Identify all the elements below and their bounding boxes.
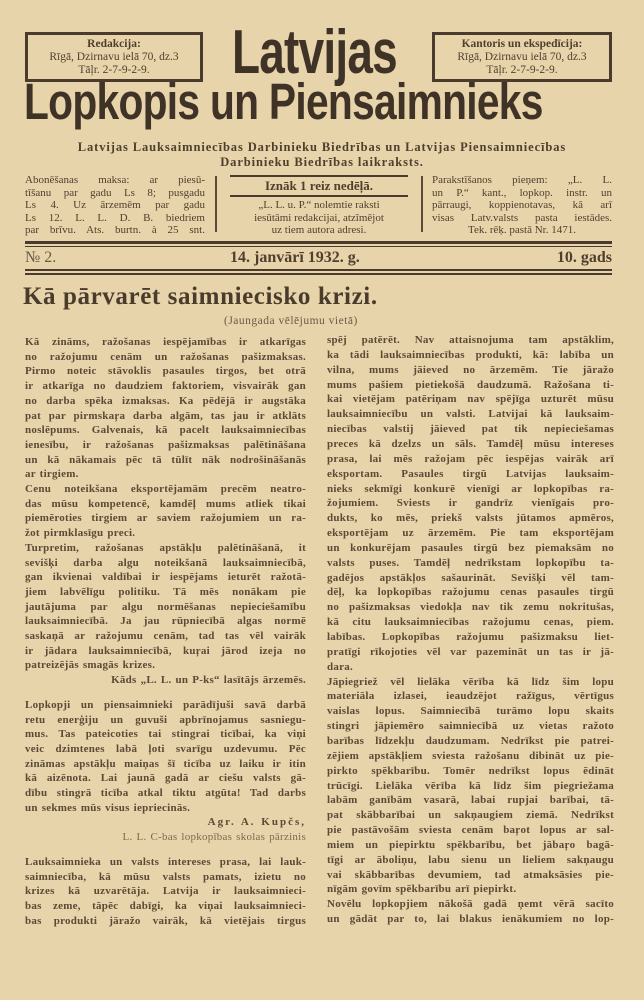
paragraph-line: un sekmes mūs visus iepriecinās. (25, 801, 191, 814)
frequency-notice: Iznāk 1 reiz nedēļā. (264, 178, 374, 193)
paragraph-line: Kā zināms, ražošanas iespējamības ir atkarīgas (25, 336, 306, 348)
paragraph-line: niecības valstij jāieved pat tik nepieciešamas (327, 423, 614, 436)
paragraph-line: bas zeme, tāpēc dabīgi, ka viņai lauksaimnieci- (25, 899, 306, 912)
submission-line: „L. L. u. P.“ nolemtie raksti (258, 199, 380, 211)
signature-line: Kāds „L. L. un P-ks“ lasītājs ārzemēs. (111, 674, 306, 687)
paragraph-line: materiāla izlasei, ieaudzējot ražīgus, vērtīgus (327, 690, 614, 703)
paragraph-line: preces kā dzelzs un sāls. Tamdēļ mūsu intereses (327, 437, 614, 450)
editorial-address: Rīgā, Dzirnavu ielā 70, dz.3 (49, 51, 179, 63)
paragraph-line: un konkurējam pasaules tirgū bez piemaksām no (327, 541, 614, 554)
paragraph-line: kā citu lauksaimniecības ražojumu cenas, piem. (327, 616, 614, 629)
paragraph-line: jiem labvēlīgu politiku. Tā mēs nonākam pie (25, 585, 306, 598)
divider (421, 176, 423, 232)
paragraph-line: saimniecība, kā mūsu valsts pamats, izietu no (25, 870, 306, 883)
paragraph-line: un kā nākamais pēc tā tūlīt nāk nodrošināšanās (25, 453, 306, 466)
paragraph-line: veic dzimtenes labā ļoti svarīgu uzdevumu. Pēc (25, 742, 306, 755)
subscription-line: Abonēšanas maksa: ar piesū- (25, 174, 205, 186)
masthead-subtitle-line2: Darbinieku Biedrības laikraksts. (220, 155, 424, 169)
paragraph-line: retu enerģiju un guvuši apbrīnojamus sasniegu- (25, 713, 306, 726)
paragraph-line: zināmas apstākļu maiņas šī ticība uz laiku ir itin (25, 757, 306, 770)
subscriptions-line: visas Latv.valsts pasta iestādes. (432, 211, 612, 224)
divider (215, 176, 217, 232)
double-rule (25, 241, 612, 244)
submission-line: iesūtāmi redakcijai, atzīmējot (254, 211, 384, 224)
paragraph-line: žojumiem. Sviests ir gandrīz vienīgais pro- (327, 497, 614, 510)
paragraph-line: ir atkarīga no daudziem faktoriem, visvairāk gan (25, 380, 306, 393)
paragraph-line: miem un piepirktu spēkbarību, bet jābaŗo bagā- (327, 838, 614, 851)
issue-number: № 2. (25, 249, 57, 266)
masthead-subtitle-line1: Latvijas Lauksaimniecības Darbinieku Biedrības un Latvijas Piensaimniecības (77, 140, 567, 154)
paragraph-line: stingri jāpiemēro saimniecībā uz vietas ražoto (327, 720, 614, 733)
paragraph-line: piemēroties tirgiem ar saviem ražojumiem un ra- (25, 512, 306, 525)
paragraph-line: jautājuma par algu normēšanas nepieciešamību (25, 600, 306, 613)
paragraph-line: ar tirgiem. (25, 468, 79, 481)
paragraph-line: vai skābbarības devumiem, tad atmaksāsies pie- (327, 868, 614, 881)
divider (230, 175, 408, 177)
subscriptions-line: Parakstīšanos pieņem: „L. L. (432, 174, 612, 186)
paragraph-line: pie pastāvošām sviesta cenām baŗot lopus ar sal- (327, 824, 614, 837)
article-title: Kā pārvarēt saimniecisko krizi. (23, 283, 378, 310)
paragraph-line: barības līdzekļu daudzumam. Nedrīkst pie patrei- (327, 734, 614, 747)
paragraph-line: zējiem apstākļiem sviesta ražošanu dibināt uz pie- (327, 749, 614, 762)
paragraph-line: labām ganībām vasarā, labai rupjai barībai, tā- (327, 794, 614, 807)
paragraph-line: Jāpiegriež vēl lielāka vērība kā līdz šim lopu (327, 675, 614, 688)
office-address: Rīgā, Dzirnavu ielā 70, dz.3 (457, 51, 587, 63)
paragraph-line: no darba spēka izmaksas. Ka pēdējā ir augstāka (25, 394, 306, 407)
paragraph-line: prasa, lai mēs ražojam pēc iespējas vairāk arī (327, 452, 614, 465)
paragraph-line: eksportējam uz ārzemēm. Pie tam eksportējam (327, 527, 614, 540)
paragraph-line: eksportam. Pasaules tirgū Latvijas lauksaim- (327, 467, 614, 480)
editorial-phone: Tāļr. 2-7-9-2-9. (78, 64, 150, 76)
subscriptions-line: pārraugi, koppienotavas, kā arī (432, 199, 612, 212)
double-rule (25, 269, 612, 271)
editorial-heading: Redakcija: (87, 38, 141, 50)
paragraph-line: Lopkopji un piensaimnieki parādījuši savā darbā (25, 698, 306, 711)
paragraph-line: patreizējās smagās krizes. (25, 659, 156, 672)
subscription-line: tīšanu par gadu Ls 8; pusgadu (25, 186, 205, 199)
paragraph-line: valsts puses. Tamdēļ nedrīkstam lopkopību ta- (327, 556, 614, 569)
double-rule (25, 246, 612, 247)
paragraph-line: nieks sekmīgi konkurē vienīgi ar lopkopības ra- (327, 482, 614, 495)
paragraph-line: spēj patērēt. Nav attaisnojuma tam apstāklim, (327, 334, 614, 346)
paragraph-line: tīgi ar āboliņu, labu sienu un lieliem sakņaugu (327, 853, 614, 866)
paragraph-line: un gādāt par to, lai blakus ienākumiem no lop- (327, 913, 614, 926)
paragraph-line: vaislas lopus. Saimniecībā turāmo lopu skaits (327, 705, 614, 718)
paragraph-line: gadējos apstākļos sašaurināt. Sevišķi vēl tam- (327, 571, 614, 584)
author-line: L. L. C-bas lopkopības skolas pārzinis (122, 831, 306, 844)
article-subtitle: (Jaungada vēlējumu vietā) (224, 315, 358, 327)
paragraph-line: dēļ, ka lopkopības ražojumu cenas pasaules tirgū (327, 586, 614, 599)
subscription-line: par brīvu. Ats. burtn. à 25 snt. (25, 224, 205, 237)
paragraph-line: vilna, mums jāieved no ārzemēm. Tie jāražo (327, 363, 614, 376)
issue-date: 14. janvārī 1932. g. (230, 249, 360, 266)
paragraph-line: mus. Tas pateicoties tai stingrai ticībai, ka viņi (25, 728, 306, 741)
paragraph-line: lauksaimniecībā. Ja jau rūpniecībā algas normē (25, 615, 306, 628)
paragraph-line: bas produkti jāražo vairāk, kā vietējais tirgus (25, 914, 306, 927)
paragraph-line: saskaņā ar ražojumu cenām, tad tas vēl vairāk (25, 630, 306, 642)
issue-year: 10. gads (556, 249, 612, 266)
paragraph-line: pratīgi rīkojoties vēl var pazemināt un tas ir jā- (327, 645, 614, 658)
subscriptions-line: Tek. rēķ. pastā Nr. 1471. (468, 224, 576, 237)
office-heading: Kantoris un ekspedīcija: (461, 38, 583, 50)
double-rule (25, 273, 612, 275)
paragraph-line: labības. Lopkopības ražojumu pašizmaksu liet- (327, 631, 614, 643)
paragraph-line: ienesību, ir ražošanas pašizmaksas palētināšana (25, 438, 306, 451)
subscriptions-line: un P.“ kant., lopkop. instr. un (432, 186, 612, 199)
paragraph-line: dukts, ko mēs, priekš valsts jūtamos apmēros, (327, 512, 614, 525)
paragraph-line: ka tādi lauksaimniecības produkti, kā: labība un (327, 348, 614, 361)
subscription-line: Ls 4. Uz ārzemēm par gadu (25, 199, 205, 212)
paragraph-line: sevišķi darba algu noteikšanā lauksaimniecībā, (25, 556, 306, 569)
divider (230, 195, 408, 197)
paragraph-line: ir jādara lauksaimniecībā, kuŗai jārod izeja no (25, 644, 306, 657)
paragraph-line: das mūsu kompetencē, kamdēļ mums atliek tikai (25, 497, 306, 510)
paragraph-line: no pašizmaksas viedokļa nav tik zemu nokritušas, (327, 601, 614, 614)
subscription-info (25, 174, 205, 237)
paragraph-line: Turpretim, ražošanas apstākļu palētināšanā, it (25, 541, 306, 554)
masthead-title-line1: Latvijas (232, 18, 397, 87)
paragraph-line: pirkto spēkbarību. Tomēr nedrīkst lopus ēdināt (327, 764, 614, 777)
paragraph-line: Novēlu lopkopjiem nākošā gadā ņemt vērā sacīto (327, 898, 614, 911)
paragraph-line: kai vietējam patēriņam nav spējīga uzturēt mūsu (327, 393, 614, 406)
paragraph-line: Cenu noteikšana eksportējamām precēm neatro- (25, 483, 306, 495)
subscription-line: Ls 12. L. L. D. B. biedriem (25, 211, 205, 224)
author-line: Agr. A. Kupčs, (207, 816, 306, 829)
office-phone: Tāļr. 2-7-9-2-9. (486, 64, 558, 76)
masthead-title-line2: Lopkopis un Piensaimnieks (24, 73, 543, 131)
paragraph-line: gan ikvienai valdībai ir iespējams ieturēt ražotā- (25, 571, 306, 584)
paragraph-line: pat par pirmskaŗa darba algām, tas jau ir atklāts (25, 409, 306, 422)
paragraph-line: trūcīgi. Lielāka vērība kā līdz šim piegriežama (327, 779, 614, 792)
paragraph-line: žot pirmklasīgu preci. (25, 527, 136, 540)
subscriptions-accepted-info (432, 174, 612, 237)
paragraph-line: Pirmo noteic stāvoklis pasaules tirgos, bet otrā (25, 365, 306, 378)
paragraph-line: no ražojumu cenām un ražošanas pašizmaksas. (25, 350, 306, 363)
submission-line: uz tiem autora adresi. (271, 224, 367, 237)
paragraph-line: lauksaimniecību un valsti. Latvijai kā lauksaim- (327, 408, 614, 421)
paragraph-line: noslēpums. Galvenais, kā pacelt lauksaimniecības (25, 424, 306, 437)
submission-info (224, 199, 414, 237)
paragraph-line: mums pašiem pietiekošā daudzumā. Ražošana ti- (327, 378, 614, 391)
paragraph-line: dara. (327, 660, 353, 673)
paragraph-line: dību stingrā ticība atkal tiktu atgūta! Tad darbs (25, 787, 306, 799)
paragraph-line: kā aizēnota. Lai jaunā gadā ar ciešu valsts gā- (25, 772, 306, 785)
paragraph-line: Lauksaimnieka un valsts intereses prasa, lai lauk- (25, 855, 306, 868)
paragraph-line: pat skābbarībai un sakņaugiem ziemā. Nedrīkst (327, 809, 614, 822)
paragraph-line: nīgām govīm spēkbarību arī piepirkt. (327, 883, 517, 896)
paragraph-line: krizes kā uzvarētāja. Latvija ir lauksaimnieci- (25, 885, 306, 898)
